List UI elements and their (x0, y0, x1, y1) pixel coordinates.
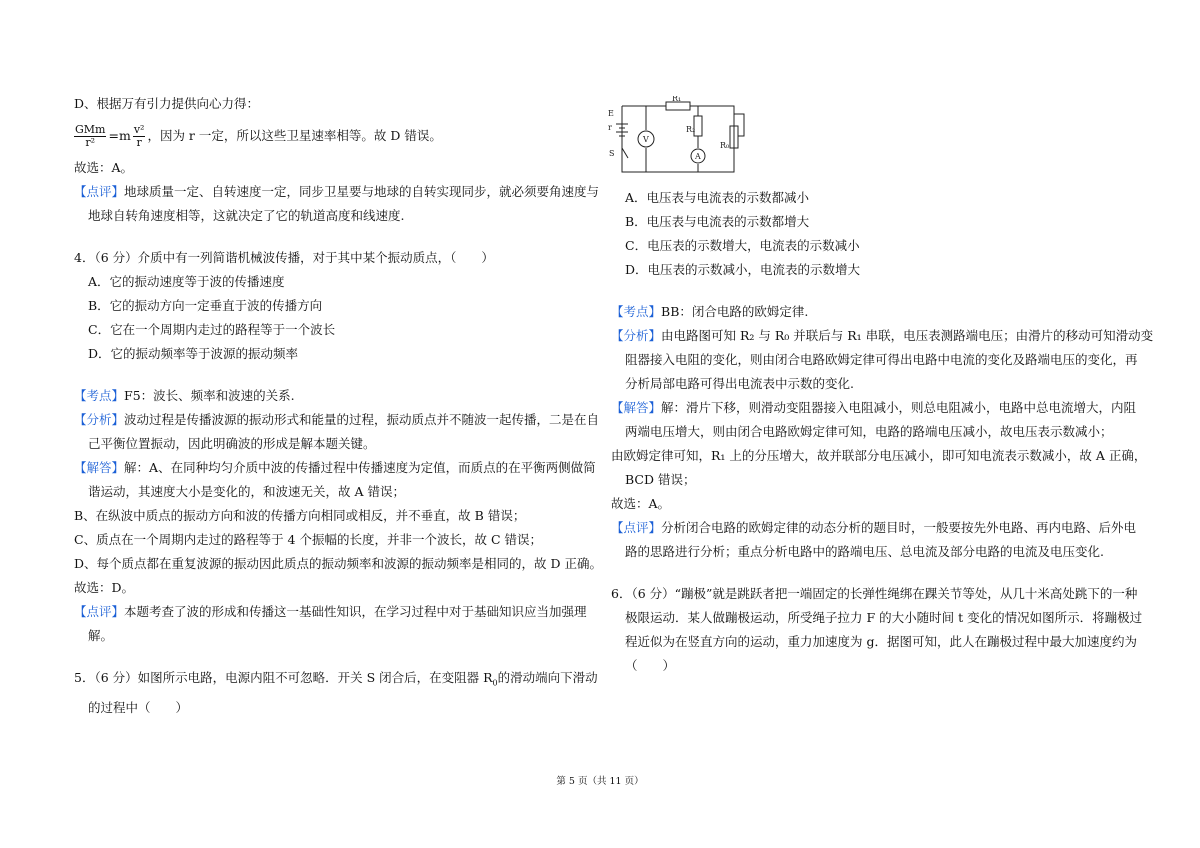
q5-fenxi: 【分析】由电路图可知 R₂ 与 R₀ 并联后与 R₁ 串联，电压表测路端电压；由滑片的移动可知滑动变 (611, 328, 1154, 343)
page-footer: 第 5 页（共 11 页） (556, 776, 644, 787)
svg-text:A: A (695, 152, 701, 161)
q6-stem: 6．（6 分）“蹦极”就是跳跃者把一端固定的长弹性绳绑在踝关节等处，从几十米高处跳下的一种 (611, 586, 1138, 601)
svg-text:S: S (609, 149, 615, 158)
right-column: A．电压表与电流表的示数都减小 B．电压表与电流表的示数都增大 C．电压表的示数增大，电流表的示数减小 D．电压表的示数减小，电流表的示数增大 【考点】BB：闭合电路的欧姆定律. 【分析】由电路图可知 R₂ 与 R₀ 并联后与 R₁ 串联，电压表测路端电压；由滑片的移动可知滑动变 阻器接入电阻的变化，则由闭合电路欧姆定律可得出电路中电流的变化及路端电压的变化，再 分析局部电路可得出电流表中示数的变化. 【解答】解：滑片下移，则滑动变阻器接入电阻减小，则总电阻减小，电路中总电流增大，内阻 两端电压增大，则由闭合电路欧姆定律可知，电路的路端电压减小，故电压表示数减小； 由欧姆定律可知，R₁ 上的分压增大，故并联部分电压减小，即可知电流表示数减小，故 A 正确， BCD 错误； 故选：A。 【点评】分析闭合电路的欧姆定律的动态分析的题目时，一般要按先外电路、再内电路、后外电 路的思路进行分析；重点分析电路中的路端电压、总电流及部分电路的电流及电压变化. 6．（6 分）“蹦极”就是跳跃者把一端固定的长弹性绳绑在踝关节等处，从几十米高处跳下的一种 极限运动．某人做蹦极运动，所受绳子拉力 F 的大小随时间 t 变化的情况如图所示．将蹦极过 程近似为在竖直方向的运动，重力加速度为 g．据图可知，此人在蹦极过程中最大加速度约为 （ ） (611, 186, 1131, 678)
svg-text:r: r (608, 123, 612, 132)
circuit-diagram (606, 96, 756, 180)
q5-option-d: D．电压表的示数减小，电流表的示数增大 (625, 262, 861, 277)
formula-rhs-fraction: $\frac{\text{v²}}{r}$ (133, 122, 145, 149)
q4-option-a: A．它的振动速度等于波的传播速度 (88, 274, 285, 289)
svg-text:R₂: R₂ (686, 125, 696, 134)
q5-kaodian: 【考点】BB：闭合电路的欧姆定律. (611, 304, 809, 319)
q3-option-d-intro: D、根据万有引力提供向心力得： (74, 96, 260, 111)
switch-symbol (622, 148, 628, 158)
left-column: D、根据万有引力提供向心力得： $\frac{\text{GMm}}{\text{r²}}$ =m $\frac{\text{v²}}{r}$ ，因为 r 一定，所以这些卫星速率相等。故 D 错误。 故选：A。 【点评】地球质量一定、自转速度一定，同步卫星要与地球的自转实现同步，就必须要角速度与 地球自转角速度相等，这就决定了它的轨道高度和线速度. 4．（6 分）介质中有一列简谐机械波传播，对于其中某个振动质点，（ ） A．它的振动速度等于波的传播速度 B．它的振动方向一定垂直于波的传播方向 C．它在一个周期内走过的路程等于一个波长 D．它的振动频率等于波源的振动频率 【考点】F5：波长、频率和波速的关系. 【分析】波动过程是传播波源的振动形式和能量的过程，振动质点并不随波一起传播，二是在自 己平衡位置振动，因此明确波的形成是解本题关键。 【解答】解：A、在同种均匀介质中波的传播过程中传播速度为定值，而质点的在平衡两侧做简 谐运动，其速度大小是变化的，和波速无关，故 A 错误； B、在纵波中质点的振动方向和波的传播方向相同或相反，并不垂直，故 B 错误； C、质点在一个周期内走过的路程等于 4 个振幅的长度，并非一个波长，故 C 错误； D、每个质点都在重复波源的振动因此质点的振动频率和波源的振动频率是相同的，故 D 正确。 故选：D。 【点评】本题考查了波的形成和传播这一基础性知识，在学习过程中对于基础知识应当加强理 解。 5．（6 分）如图所示电路，电源内阻不可忽略．开关 S 闭合后，在变阻器 $R_0$的滑动端向下滑动 的过程中（ ） (74, 92, 604, 720)
q4-kaodian: 【考点】F5：波长、频率和波速的关系. (74, 388, 295, 403)
q4-option-d: D．它的振动频率等于波源的振动频率 (88, 346, 299, 361)
q4-stem: 4．（6 分）介质中有一列简谐机械波传播，对于其中某个振动质点，（ ） (74, 250, 494, 265)
q4-solution-d: D、每个质点都在重复波源的振动因此质点的振动频率和波源的振动频率是相同的，故 D 正确。 (74, 556, 602, 571)
q4-jieda: 【解答】解：A、在同种均匀介质中波的传播过程中传播速度为定值，而质点的在平衡两侧做简 (74, 460, 596, 475)
q5-option-a: A．电压表与电流表的示数都减小 (625, 190, 810, 205)
svg-text:E: E (608, 109, 614, 118)
q4-solution-b: B、在纵波中质点的振动方向和波的传播方向相同或相反，并不垂直，故 B 错误； (74, 508, 526, 523)
resistor-r1 (666, 102, 690, 110)
q5-stem: 5．（6 分）如图所示电路，电源内阻不可忽略．开关 S 闭合后，在变阻器 $R_0$的滑动端向下滑动 (74, 670, 598, 688)
q3-comment: 【点评】地球质量一定、自转速度一定，同步卫星要与地球的自转实现同步，就必须要角速度与 (74, 184, 600, 199)
q5-option-b: B．电压表与电流表的示数都增大 (625, 214, 810, 229)
q3-formula: $\frac{\text{GMm}}{\text{r²}}$ =m $\frac{\text{v²}}{r}$ ，因为 r 一定，所以这些卫星速率相等。故 D 错误。 (75, 122, 442, 149)
slider-arrow (734, 114, 744, 136)
q5-answer: 故选：A。 (611, 496, 671, 511)
q4-fenxi: 【分析】波动过程是传播波源的振动形式和能量的过程，振动质点并不随波一起传播，二是在自 (74, 412, 600, 427)
svg-text:R₀: R₀ (720, 141, 730, 150)
q4-option-b: B．它的振动方向一定垂直于波的传播方向 (88, 298, 323, 313)
svg-text:V: V (643, 135, 649, 144)
q4-answer: 故选：D。 (74, 580, 135, 595)
formula-lhs-fraction: $\frac{\text{GMm}}{\text{r²}}$ (75, 122, 106, 149)
q4-option-c: C．它在一个周期内走过的路程等于一个波长 (88, 322, 336, 337)
svg-text:R₁: R₁ (672, 96, 682, 103)
q5-option-c: C．电压表的示数增大，电流表的示数减小 (625, 238, 860, 253)
q3-answer: 故选：A。 (74, 160, 134, 175)
q5-dianping: 【点评】分析闭合电路的欧姆定律的动态分析的题目时，一般要按先外电路、再内电路、后外电 (611, 520, 1137, 535)
q5-jieda: 【解答】解：滑片下移，则滑动变阻器接入电阻减小，则总电阻减小，电路中总电流增大，内阻 (611, 400, 1137, 415)
q4-dianping: 【点评】本题考查了波的形成和传播这一基础性知识，在学习过程中对于基础知识应当加强理 (74, 604, 587, 619)
q4-solution-c: C、质点在一个周期内走过的路程等于 4 个振幅的长度，并非一个波长，故 C 错误； (74, 532, 542, 547)
